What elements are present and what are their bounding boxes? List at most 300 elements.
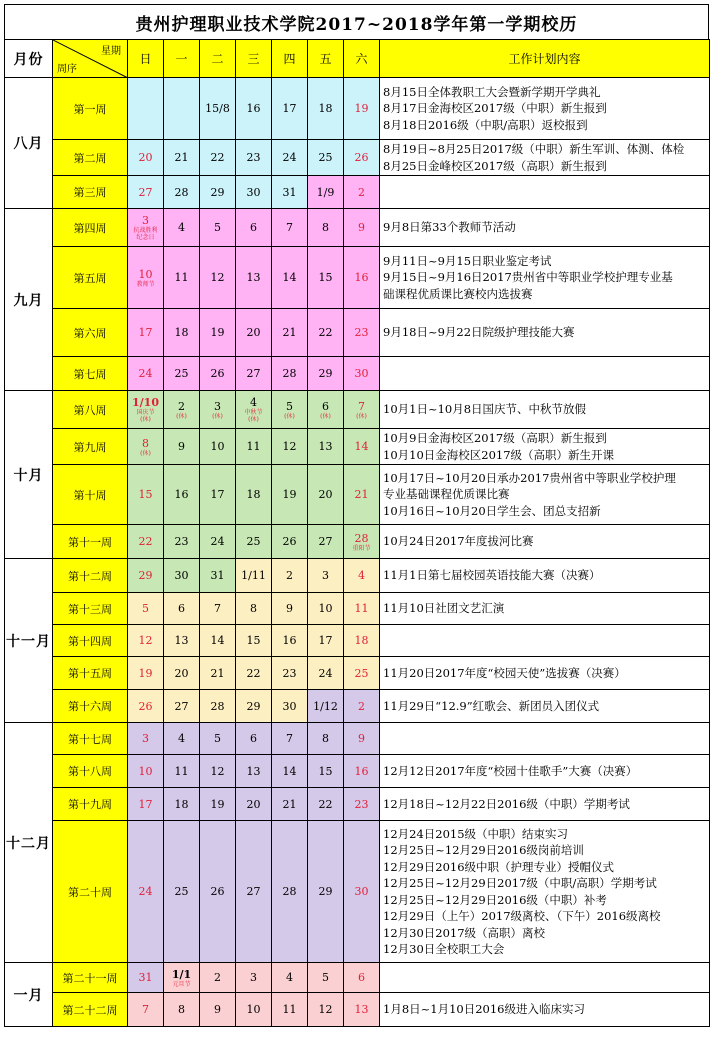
day-number: 6 xyxy=(358,971,365,984)
day-number: 9 xyxy=(358,221,365,234)
day-cell xyxy=(308,78,344,140)
day-number: 24 xyxy=(210,535,225,548)
day-cell xyxy=(164,309,200,357)
day-number: 20 xyxy=(138,151,153,164)
day-cell xyxy=(236,391,272,429)
day-cell xyxy=(200,963,236,993)
day-cell xyxy=(164,657,200,690)
day-number: 22 xyxy=(210,151,225,164)
work-plan-cell xyxy=(380,559,710,593)
day-cell xyxy=(344,465,380,525)
holiday-note: (休) xyxy=(248,416,259,423)
day-number: 8 xyxy=(322,732,329,745)
day-cell xyxy=(236,465,272,525)
day-number: 13 xyxy=(246,764,261,778)
day-cell xyxy=(164,465,200,525)
day-number: 5 xyxy=(214,732,221,745)
day-cell xyxy=(236,593,272,625)
day-header: 五 xyxy=(308,40,344,78)
day-cell xyxy=(164,963,200,993)
day-cell xyxy=(344,690,380,723)
day-number: 23 xyxy=(246,151,261,164)
day-cell xyxy=(200,723,236,755)
day-number: 23 xyxy=(354,797,369,811)
week-row xyxy=(5,176,710,209)
work-plan-line: 础课程优质课比赛校内选拔赛 xyxy=(383,286,533,301)
day-number: 27 xyxy=(138,185,153,199)
day-number: 1/11 xyxy=(241,569,266,582)
day-number: 27 xyxy=(246,367,261,380)
day-cell xyxy=(200,140,236,176)
day-cell xyxy=(272,993,308,1027)
day-cell xyxy=(128,429,164,465)
day-number: 11 xyxy=(174,271,189,284)
day-cell xyxy=(200,993,236,1027)
holiday-note: (休) xyxy=(212,412,223,420)
day-number: 12 xyxy=(138,634,153,647)
day-number: 26 xyxy=(210,367,225,380)
day-number: 28 xyxy=(210,699,225,713)
day-number: 18 xyxy=(174,326,189,339)
day-number: 4 xyxy=(286,971,293,984)
day-number: 1/9 xyxy=(316,185,335,199)
week-row xyxy=(5,309,710,357)
week-label: 第二十二周 xyxy=(53,993,128,1027)
day-cell xyxy=(128,821,164,963)
day-number: 26 xyxy=(282,535,297,548)
day-number: 18 xyxy=(354,634,369,647)
day-cell xyxy=(200,78,236,140)
day-cell xyxy=(164,429,200,465)
day-number: 14 xyxy=(210,634,225,647)
work-plan-cell xyxy=(380,429,710,465)
day-number: 1/12 xyxy=(313,699,338,713)
week-day-diagonal-header xyxy=(53,40,128,78)
day-number: 3 xyxy=(250,971,257,984)
day-number: 22 xyxy=(138,535,153,548)
day-cell xyxy=(308,140,344,176)
day-cell xyxy=(236,209,272,247)
work-plan-line: 10月17日~10月20日承办2017贵州省中等职业学校护理 xyxy=(383,470,676,485)
day-number: 24 xyxy=(318,666,333,680)
day-number: 25 xyxy=(246,535,261,548)
week-label: 第二十一周 xyxy=(53,963,128,993)
work-plan-line: 10月10日金海校区2017级（高职）新生开课 xyxy=(383,447,615,462)
diag-week-label: 周序 xyxy=(57,64,77,75)
day-cell xyxy=(308,357,344,391)
day-number: 19 xyxy=(138,666,153,680)
day-number: 7 xyxy=(286,221,293,234)
day-cell xyxy=(272,625,308,657)
day-cell xyxy=(308,657,344,690)
day-number: 13 xyxy=(318,440,333,453)
day-cell xyxy=(164,559,200,593)
week-label: 第四周 xyxy=(53,209,128,247)
day-number: 18 xyxy=(174,797,189,811)
day-cell xyxy=(164,357,200,391)
day-number: 20 xyxy=(246,797,261,811)
holiday-note: 教师节 xyxy=(136,280,155,288)
day-number: 23 xyxy=(174,535,189,548)
day-number: 20 xyxy=(246,326,261,339)
day-number: 11 xyxy=(246,440,261,453)
day-number: 21 xyxy=(210,666,225,680)
work-plan-line: 12月29日2016级中职（护理专业）授帽仪式 xyxy=(383,859,615,874)
day-header: 日 xyxy=(128,40,164,78)
day-cell xyxy=(236,176,272,209)
day-number: 9 xyxy=(358,732,365,745)
day-cell xyxy=(344,525,380,559)
day-cell xyxy=(344,247,380,309)
day-cell xyxy=(344,559,380,593)
week-row xyxy=(5,690,710,723)
day-cell xyxy=(272,963,308,993)
day-cell xyxy=(344,657,380,690)
day-cell xyxy=(308,247,344,309)
day-cell xyxy=(200,593,236,625)
day-number: 8 xyxy=(250,602,257,615)
work-plan-line: 12月18日~12月22日2016级（中职）学期考试 xyxy=(383,796,630,811)
week-label: 第十二周 xyxy=(53,559,128,593)
week-label: 第十六周 xyxy=(53,690,128,723)
work-plan-cell xyxy=(380,525,710,559)
day-number: 21 xyxy=(354,488,369,501)
day-number: 7 xyxy=(142,1003,149,1016)
work-header: 工作计划内容 xyxy=(380,40,710,78)
week-row xyxy=(5,247,710,309)
day-cell xyxy=(200,429,236,465)
day-cell xyxy=(236,78,272,140)
day-cell xyxy=(344,625,380,657)
day-cell xyxy=(272,657,308,690)
holiday-note: 国庆节 xyxy=(136,409,155,416)
day-cell xyxy=(200,657,236,690)
day-number: 14 xyxy=(282,764,297,778)
day-number: 10 xyxy=(246,1003,261,1016)
day-cell xyxy=(236,525,272,559)
day-number: 4 xyxy=(358,569,365,582)
day-number: 8 xyxy=(142,436,149,450)
day-cell xyxy=(128,723,164,755)
day-number: 20 xyxy=(174,666,189,680)
day-number: 28 xyxy=(354,531,369,545)
day-cell xyxy=(128,625,164,657)
day-number: 8 xyxy=(178,1003,185,1016)
work-plan-line: 11月29日“12.9”红歌会、新团员入团仪式 xyxy=(383,698,600,713)
diag-weekday-label: 星期 xyxy=(101,46,121,57)
day-cell xyxy=(164,593,200,625)
day-number: 11 xyxy=(282,1003,297,1016)
month-label: 一月 xyxy=(5,963,53,1027)
week-row xyxy=(5,357,710,391)
day-cell xyxy=(128,755,164,788)
day-cell xyxy=(308,788,344,821)
work-plan-line: 12月30日全校职工大会 xyxy=(383,942,505,956)
day-number: 9 xyxy=(178,440,185,453)
day-number: 2 xyxy=(286,569,293,582)
day-cell xyxy=(128,593,164,625)
day-cell xyxy=(200,788,236,821)
day-cell xyxy=(272,140,308,176)
day-cell xyxy=(236,821,272,963)
holiday-note: (休) xyxy=(140,416,151,423)
work-plan-line: 10月16日~10月20日学生会、团总支招新 xyxy=(383,503,601,518)
day-cell xyxy=(200,391,236,429)
day-number: 25 xyxy=(174,885,189,898)
day-cell xyxy=(128,559,164,593)
day-cell xyxy=(128,657,164,690)
work-plan-cell xyxy=(380,309,710,357)
holiday-note: 重阳节 xyxy=(352,544,371,552)
work-plan-cell xyxy=(380,963,710,993)
day-cell xyxy=(236,993,272,1027)
day-cell xyxy=(164,391,200,429)
day-number: 16 xyxy=(246,102,261,115)
day-number: 21 xyxy=(174,151,189,164)
week-label: 第一周 xyxy=(53,78,128,140)
work-plan-line: 1月8日~1月10日2016级进入临床实习 xyxy=(383,1002,585,1017)
day-number: 2 xyxy=(358,185,365,199)
day-number: 13 xyxy=(354,1003,369,1016)
day-number: 13 xyxy=(246,271,261,284)
day-number: 23 xyxy=(354,326,369,339)
day-number: 26 xyxy=(210,885,225,898)
day-number: 6 xyxy=(250,732,257,745)
day-number: 12 xyxy=(282,440,297,453)
day-cell xyxy=(344,176,380,209)
day-cell xyxy=(308,429,344,465)
day-number: 26 xyxy=(354,151,369,164)
day-cell xyxy=(344,963,380,993)
day-number: 24 xyxy=(282,151,297,164)
holiday-note: 纪念日 xyxy=(136,234,155,241)
work-plan-cell xyxy=(380,465,710,525)
day-number: 14 xyxy=(282,271,297,284)
day-number: 5 xyxy=(322,971,329,984)
day-cell xyxy=(164,723,200,755)
work-plan-line: 8月25日金峰校区2017级（高职）新生报到 xyxy=(383,158,607,173)
day-cell xyxy=(200,176,236,209)
day-number: 7 xyxy=(286,732,293,745)
work-plan-cell xyxy=(380,247,710,309)
day-cell xyxy=(308,209,344,247)
day-number: 2 xyxy=(178,399,185,413)
day-cell xyxy=(236,657,272,690)
day-number: 22 xyxy=(318,326,333,339)
day-number: 31 xyxy=(210,569,225,582)
week-label: 第十四周 xyxy=(53,625,128,657)
day-header: 一 xyxy=(164,40,200,78)
week-row xyxy=(5,963,710,993)
work-plan-cell xyxy=(380,391,710,429)
day-number: 28 xyxy=(282,367,297,380)
day-number: 10 xyxy=(318,602,333,615)
work-plan-line: 11月10日社团文艺汇演 xyxy=(383,601,505,616)
day-cell xyxy=(128,525,164,559)
day-number: 16 xyxy=(354,764,369,778)
day-cell xyxy=(272,593,308,625)
work-plan-line: 12月25日~12月29日2016级（中职）补考 xyxy=(383,892,607,907)
day-number: 7 xyxy=(358,399,365,413)
day-number: 3 xyxy=(214,399,221,413)
work-plan-line: 12月30日2017级（高职）离校 xyxy=(383,925,546,940)
day-cell xyxy=(236,140,272,176)
day-number: 13 xyxy=(174,634,189,647)
day-number: 2 xyxy=(358,699,365,713)
day-cell xyxy=(200,559,236,593)
holiday-note: (休) xyxy=(320,412,331,420)
work-plan-cell xyxy=(380,176,710,209)
day-cell xyxy=(164,690,200,723)
day-cell xyxy=(128,391,164,429)
day-cell xyxy=(200,625,236,657)
day-number: 15 xyxy=(318,764,333,778)
day-cell xyxy=(128,176,164,209)
work-plan-line: 8月19日~8月25日2017级（中职）新生军训、体测、体检 xyxy=(383,142,685,156)
day-number: 9 xyxy=(286,602,293,615)
week-label: 第十七周 xyxy=(53,723,128,755)
work-plan-cell xyxy=(380,78,710,140)
day-cell xyxy=(128,690,164,723)
day-cell xyxy=(344,993,380,1027)
holiday-note: (休) xyxy=(284,412,295,420)
day-number: 17 xyxy=(318,634,333,647)
day-cell xyxy=(308,391,344,429)
day-cell xyxy=(164,993,200,1027)
day-number: 12 xyxy=(318,1003,333,1016)
day-cell xyxy=(128,963,164,993)
day-cell xyxy=(344,788,380,821)
day-cell xyxy=(272,821,308,963)
week-label: 第二周 xyxy=(53,140,128,176)
day-cell xyxy=(200,755,236,788)
day-cell xyxy=(272,788,308,821)
day-cell xyxy=(344,391,380,429)
day-cell xyxy=(272,755,308,788)
day-cell xyxy=(308,309,344,357)
day-cell xyxy=(128,309,164,357)
day-number: 17 xyxy=(138,326,153,339)
work-plan-cell xyxy=(380,993,710,1027)
month-label: 十一月 xyxy=(5,559,53,723)
day-number: 15/8 xyxy=(205,102,230,115)
week-label: 第六周 xyxy=(53,309,128,357)
day-cell xyxy=(164,140,200,176)
day-cell xyxy=(236,755,272,788)
week-row xyxy=(5,723,710,755)
day-number: 22 xyxy=(246,666,261,680)
day-number: 24 xyxy=(138,367,153,380)
day-number: 6 xyxy=(322,399,329,413)
work-plan-line: 10月9日金海校区2017级（高职）新生报到 xyxy=(383,431,607,445)
day-cell xyxy=(344,593,380,625)
week-row xyxy=(5,209,710,247)
day-cell xyxy=(308,690,344,723)
day-cell xyxy=(200,309,236,357)
week-row xyxy=(5,821,710,963)
holiday-note: 中秋节 xyxy=(244,409,263,416)
day-number: 5 xyxy=(286,399,293,413)
day-cell xyxy=(308,625,344,657)
day-number: 24 xyxy=(138,885,153,898)
day-cell xyxy=(344,723,380,755)
day-header: 三 xyxy=(236,40,272,78)
work-plan-cell xyxy=(380,788,710,821)
month-label: 十月 xyxy=(5,391,53,559)
day-number: 3 xyxy=(142,214,149,227)
day-number: 2 xyxy=(214,971,221,984)
day-number: 6 xyxy=(250,221,257,234)
calendar-body xyxy=(5,40,710,1027)
week-label: 第十五周 xyxy=(53,657,128,690)
day-number: 31 xyxy=(138,971,153,984)
day-number: 19 xyxy=(354,102,369,115)
day-number: 30 xyxy=(354,367,369,380)
day-number: 15 xyxy=(138,488,153,501)
day-cell xyxy=(164,755,200,788)
week-label: 第五周 xyxy=(53,247,128,309)
day-cell xyxy=(308,723,344,755)
day-number: 22 xyxy=(318,797,333,811)
day-cell xyxy=(272,525,308,559)
day-cell xyxy=(344,309,380,357)
work-plan-line: 11月20日2017年度“校园天使”选拔赛（决赛） xyxy=(383,665,626,680)
day-cell xyxy=(200,465,236,525)
day-number: 10 xyxy=(138,267,153,281)
day-cell xyxy=(164,247,200,309)
day-cell xyxy=(128,357,164,391)
work-plan-cell xyxy=(380,593,710,625)
day-cell xyxy=(236,247,272,309)
day-cell xyxy=(236,559,272,593)
week-row xyxy=(5,140,710,176)
day-number: 31 xyxy=(282,185,297,199)
day-number: 4 xyxy=(178,221,185,234)
day-number: 6 xyxy=(178,602,185,615)
day-cell xyxy=(128,465,164,525)
day-cell xyxy=(308,963,344,993)
week-label: 第九周 xyxy=(53,429,128,465)
day-cell xyxy=(164,821,200,963)
week-label: 第十三周 xyxy=(53,593,128,625)
day-cell xyxy=(344,821,380,963)
week-row xyxy=(5,625,710,657)
day-cell xyxy=(308,993,344,1027)
day-cell xyxy=(164,78,200,140)
day-number: 26 xyxy=(138,699,153,713)
day-cell xyxy=(308,755,344,788)
day-cell xyxy=(164,209,200,247)
day-number: 29 xyxy=(318,885,333,898)
day-number: 21 xyxy=(282,326,297,339)
work-plan-line: 9月8日第33个教师节活动 xyxy=(383,220,516,235)
day-number: 1/10 xyxy=(132,396,159,409)
day-cell xyxy=(128,209,164,247)
day-number: 30 xyxy=(354,885,369,898)
day-number: 15 xyxy=(318,271,333,284)
day-cell xyxy=(308,559,344,593)
day-number: 19 xyxy=(210,797,225,811)
day-number: 19 xyxy=(210,326,225,339)
day-cell xyxy=(200,247,236,309)
day-cell xyxy=(236,788,272,821)
day-number: 5 xyxy=(142,602,149,615)
day-cell xyxy=(164,625,200,657)
day-cell xyxy=(164,176,200,209)
day-number: 16 xyxy=(282,634,297,647)
day-number: 5 xyxy=(214,221,221,234)
day-number: 15 xyxy=(246,634,261,647)
